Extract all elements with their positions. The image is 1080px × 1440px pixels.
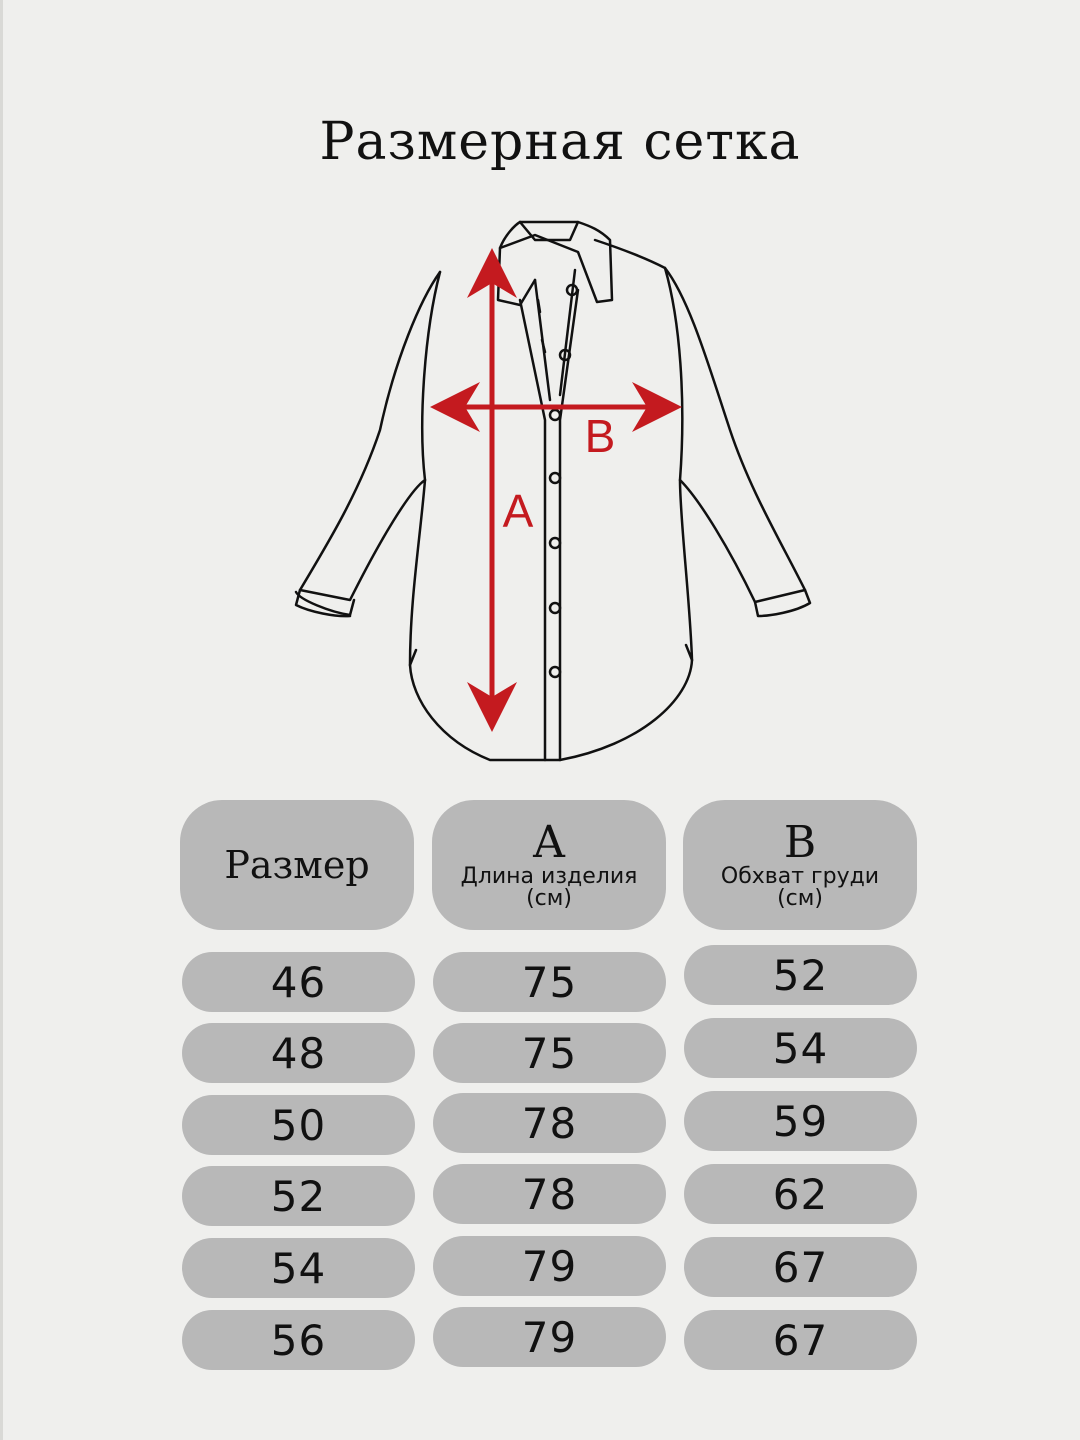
shirt-diagram (280, 200, 820, 780)
chest-cell: 62 (684, 1164, 917, 1224)
chest-cell: 59 (684, 1091, 917, 1151)
header-size (180, 800, 414, 930)
label-b: B (584, 410, 616, 462)
label-a: A (502, 485, 534, 537)
header-chest-unit: (см) (777, 886, 823, 911)
header-length-unit: (см) (526, 886, 572, 911)
size-cell: 56 (182, 1310, 415, 1370)
header-length-letter: A (533, 817, 565, 868)
page-title: Размерная сетка (319, 112, 801, 172)
size-cell: 54 (182, 1238, 415, 1298)
length-cell: 79 (433, 1307, 666, 1367)
header-chest (683, 800, 917, 930)
page-edge (0, 0, 3, 1440)
shirt-body-outline (410, 240, 692, 760)
size-cell: 50 (182, 1095, 415, 1155)
header-length-label: Длина изделия (460, 864, 638, 889)
header-size-label: Размер (224, 843, 370, 887)
chest-cell: 67 (684, 1237, 917, 1297)
header-chest-letter: B (783, 817, 817, 868)
length-cell: 78 (433, 1164, 666, 1224)
size-cell: 52 (182, 1166, 415, 1226)
header-chest-label: Обхват груди (720, 864, 880, 889)
length-cell: 78 (433, 1093, 666, 1153)
header-length (432, 800, 666, 930)
chest-cell: 67 (684, 1310, 917, 1370)
size-cell: 48 (182, 1023, 415, 1083)
length-cell: 75 (433, 1023, 666, 1083)
right-sleeve (665, 268, 805, 602)
chest-cell: 54 (684, 1018, 917, 1078)
size-cell: 46 (182, 952, 415, 1012)
left-sleeve (300, 272, 440, 600)
length-cell: 79 (433, 1236, 666, 1296)
collar (500, 222, 612, 302)
chest-cell: 52 (684, 945, 917, 1005)
length-cell: 75 (433, 952, 666, 1012)
